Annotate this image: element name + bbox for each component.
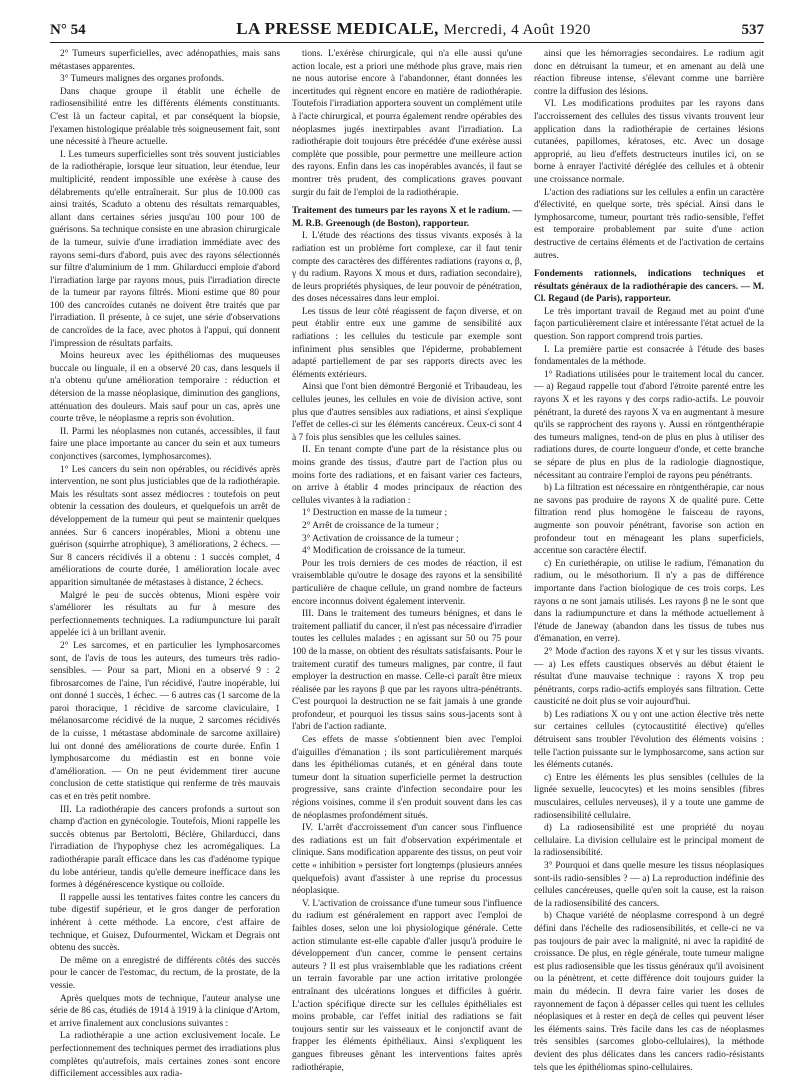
paragraph: Moins heureux avec les épithéliomas des muqueuses buccale ou linguale, il en a observé 20 cas, dans lesquels il n'a obtenu qu'une amélioration temporaire : réduction et détersion de la masse néoplasique, diminution des ganglions, atténuation des douleurs. Mais sauf pour un cas, après une courte trêve, le néoplasme a repris son évolution. <box>50 351 280 425</box>
paragraph: I. L'étude des réactions des tissus vivants exposés à la radiation est un problème fort complexe, car il faut tenir compte des caractères des différentes radiations (rayons α, β, γ du radium. Rayons X mous et durs, radiation secondaire), de leurs propriétés physiques, de leur pouvoir de pénétration, des doses nécessaires dans leur emploi. <box>292 231 522 305</box>
paragraph: Les tissus de leur côté réagissent de façon diverse, et on peut établir entre eux une gamme de sensibilité aux radiations : les cellules du testicule par exemple sont infiniment plus sensibles que l'épiderme, probablement adapté partiellement de par ses rapports directs avec les éléments extérieurs. <box>292 306 522 380</box>
journal-title: LA PRESSE MEDICALE, <box>236 19 439 38</box>
paragraph: 2° Les sarcomes, et en particulier les lymphosarcomes sont, de l'avis de tous les auteurs, des tumeurs très radio-sensibles. — Pour sa part, Mioni en a observé 9 : 2 fibrosarcomes de l'aine, l'un récidivé, l'autre inopérable, lui ont donné 1 succès, 1 échec. — 6 autres cas (1 sarcome de la paroi thoracique, 1 récidive de sarcome claviculaire, 1 mélanosarcome récidivé de la nuque, 2 sarcomes récidivés de la cuisse, 1 métastase abdominale de sarcome axillaire) lui ont donné des améliorations de courte durée. Enfin 1 lymphosarcome du médiastin est en bonne voie d'amélioration. — On ne peut évidemment tirer aucune conclusion de cette statistique qui renferme de très mauvais cas et en très petit nombre. <box>50 640 280 803</box>
paragraph: 2° Arrêt de croissance de la tumeur ; <box>302 520 439 531</box>
paragraph: I. Les tumeurs superficielles sont très souvent justiciables de la radiothérapie, lorsque leur situation, leur étendue, leur multiplicité, rendent impossible une exérèse à cause des délabrements qu'elle entraînerait. Sur plus de 10.000 cas ainsi traités, Scaduto a obtenu des résultats remarquables, allant dans certaines séries jusqu'au 100 pour 100 de guérisons. Sa technique consiste en une abrasion chirurgicale de la tumeur, suivie d'une irradiation immédiate avec des rayons semi-durs d'abord, puis avec des rayons sélectionnés sur filtre d'aluminium de 1 mm. Ghilarducci emploie d'abord l'irradiation large par rayons mous, puis l'irradiation directe de la tumeur par rayons filtrés. Mioni estime que 80 pour 100 des cancroïdes cutanés ne doivent être traités que par l'irradiation. Il présente, à ce sujet, une série d'observations de cancroïdes de la face, avec photos à l'appui, qui donnent l'impression de résultats parfaits. <box>50 149 280 349</box>
paragraph: Pour les trois derniers de ces modes de réaction, il est vraisemblable qu'outre le dosage des rayons et la sensibilité particulière de chaque cellule, un grand nombre de facteurs encore inconnus doivent également intervenir. <box>292 558 522 607</box>
paragraph: V. L'activation de croissance d'une tumeur sous l'influence du radium est généralement en rapport avec l'emploi de faibles doses, selon une loi physiologique générale. Cette action stimulante est-elle capable d'aller jusqu'à produire le développement d'un cancer, comme le pensent certains auteurs ? Il est plus vraisemblable que les radiations créent un terrain favorable par une action irritative prolongée entraînant des ulcérations longues et difficiles à guérir. L'action spécifique directe sur les cellules épithéliales est moins probable, car l'effet initial des radiations se fait toujours sentir sur les vaisseaux et le conjonctif avant de frapper les éléments épithéliaux. Ainsi s'expliquent les gangues fibreuses gênant les interventions faites après radiothérapie, <box>292 898 522 1073</box>
issue-number: N° 54 <box>50 22 86 38</box>
paragraph: Dans chaque groupe il établit une échelle de radiosensibilité entre les différents éléments constituants. C'est là un facteur capital, et par conséquent la biopsie, l'examen histologique préalable très soigneusement fait, sont une nécessité à l'heure actuelle. <box>50 86 280 148</box>
article-columns <box>50 48 764 1080</box>
paragraph: Le très important travail de Regaud met au point d'une façon particulièrement claire et intéressante l'état actuel de la question. Son rapport comprend trois parties. <box>534 306 764 343</box>
paragraph: Malgré le peu de succès obtenus, Mioni espère voir s'améliorer les résultats au fur à mesure des perfectionnements techniques. La radiumpuncture lui paraît appelée ici à un brillant avenir. <box>50 590 280 639</box>
paragraph: III. Dans le traitement des tumeurs bénignes, et dans le traitement palliatif du cancer, il n'est pas nécessaire d'irradier toutes les cellules malades ; en agissant sur 50 ou 75 pour 100 de la masse, on obtient des résultats satisfaisants. Pour le traitement curatif des tumeurs malignes, par contre, il faut employer la destruction en masse. Celle-ci paraît être mieux réalisée par les rayons β que par les rayons ultra-pénétrants. C'est pourquoi la destruction ne se fait jamais à une grande profondeur, et pourquoi les tissus sains sous-jacents sont à l'abri de l'action radiante. <box>292 609 522 733</box>
page-header <box>50 15 764 43</box>
paragraph: b) Les radiations X ou γ ont une action élective très nette sur certaines cellules (cytocaustitité élective) qu'elles détruisent sans troubler l'évolution des éléments voisins : telle l'action puissante sur le lymphosarcome, sans action sur les éléments cutanés. <box>534 709 764 771</box>
paragraph: L'action des radiations sur les cellules a enfin un caractère d'électivité, en quelque sorte, très spécial. Ainsi dans le lymphosarcome, tumeur, pourtant très radio-sensible, l'effet est temporaire probablement par suite d'une action destructive de certains éléments et de l'activation de certains autres. <box>534 187 764 261</box>
paragraph: II. Parmi les néoplasmes non cutanés, accessibles, il faut faire une place importante au cancer du sein et aux tumeurs conjonctives (sarcomes, lymphosarcomes). <box>50 426 280 462</box>
masthead <box>236 19 591 39</box>
paragraph: b) La filtration est nécessaire en röntgenthérapie, car nous ne savons pas produire de rayons X de qualité pure. Cette filtration rend plus homogène le faisceau de rayons, augmente son pouvoir pénétrant, favorise son action en profondeur tout en ménageant les plans superficiels, accentue son caractère électif. <box>534 483 764 557</box>
paragraph: 1° Les cancers du sein non opérables, ou récidivés après intervention, ne sont plus justiciables que de la radiothérapie. Mais les résultats sont assez médiocres : toutefois on peut obtenir la cessation des douleurs, et quelquefois un arrêt de développement de la tumeur qui peut se maintenir quelques années. Sur 6 cancers inopérables, Mioni a obtenu une guérison (squirrhe atrophique), 3 améliorations, 2 échecs. — Sur 8 cancers récidivés il a obtenu : 1 succès complet, 4 améliorations de courte durée, 1 amélioration locale avec apparition simultanée de métastases à distance, 2 échecs. <box>50 464 280 588</box>
column-middle <box>292 48 522 1074</box>
page-number: 537 <box>741 22 764 38</box>
paragraph: c) En curiethérapie, on utilise le radium, l'émanation du radium, ou le mésothorium. Il n'y a pas de différence importante dans l'action biologique de ces trois corps. Les rayons α ne sont jamais utilisés. Les rayons β ne le sont que dans la radiumpuncture et dans la méthode actuellement à l'étude de Janeway (abandon dans les tissus de tubes nus d'émanation, en verre). <box>534 558 764 645</box>
paragraph: II. En tenant compte d'une part de la résistance plus ou moins grande des tissus, d'autre part de l'action plus ou moins forte des radiations, et en faisant varier ces facteurs, on arrive à établir 4 modes principaux de réaction des cellules vivantes à la radiation : <box>292 445 522 506</box>
paragraph: Après quelques mots de technique, l'auteur analyse une série de 86 cas, étudiés de 1914 à 1919 à la clinique d'Artom, et arrive finalement aux conclusions suivantes : <box>50 993 280 1029</box>
paragraph: 2° Mode d'action des rayons X et γ sur les tissus vivants. — a) Les effets caustiques observés au début étaient le résultat d'une mauvaise technique : rayons X trop peu pénétrants, corps radio-actifs employés sans filtration. Cette causticité ne doit plus se voir aujourd'hui. <box>534 646 764 708</box>
paragraph: d) La radiosensibilité est une propriété du noyau cellulaire. La division cellulaire est le principal moment de la radiosensibilité. <box>534 823 764 859</box>
paragraph: 3° Activation de croissance de la tumeur ; <box>302 533 459 544</box>
paragraph: 1° Destruction en masse de la tumeur ; <box>302 508 448 519</box>
paragraph: 3° Tumeurs malignes des organes profonds. <box>60 74 224 85</box>
paragraph: 2° Tumeurs superficielles, avec adénopathies, mais sans métastases apparentes. <box>50 49 280 72</box>
paragraph: IV. L'arrêt d'accroissement d'un cancer sous l'influence des radiations est un fait d'observation expérimentale et clinique. Sans modification apparente des tissus, on peut voir cette « inhibition » persister fort longtemps (plusieurs années quelquefois) avant d'assister à une reprise du processus néoplasique. <box>292 823 522 897</box>
paragraph: tions. L'exérèse chirurgicale, qui n'a elle aussi qu'une action locale, est a priori une méthode plus grave, mais rien ne nous autorise encore à l'abandonner, étant données les incertitudes qui règnent encore en matière de radiothérapie. Toutefois l'irradiation apportera souvent un complément utile à l'acte chirurgical, et pourra également rendre opérables des néoplasmes jugés inextirpables avant l'irradiation. La radiothérapie doit toujours être précédée d'une exérèse aussi complète que possible, pour permettre une meilleure action des rayons. Enfin dans les cas inopérables avancés, il faut se montrer très prudent, des complications graves pouvant surgir du fait de l'emploi de la radiothérapie. <box>292 49 522 198</box>
section-heading-regaud: Fondements rationnels, indications techniques et résultats généraux de la radiothérapie des cancers. — M. Cl. Regaud (de Paris), rapporteur. <box>534 269 764 305</box>
column-left <box>50 48 280 1080</box>
issue-date: Mercredi, 4 Août 1920 <box>443 22 591 38</box>
paragraph: Ces effets de masse s'obtiennent bien avec l'emploi d'aiguilles d'émanation ; ils sont particulièrement marqués dans les épithéliomas cutanés, et en général dans toute tumeur dont la situation superficielle permet la destruction progressive, sans crainte d'infection secondaire pour les régions voisines, comme il s'en produit souvent dans les cas de néoplasmes profondément situés. <box>292 735 522 821</box>
paragraph: b) Chaque variété de néoplasme correspond à un degré défini dans l'échelle des radiosensibilités, et celle-ci ne va pas toujours de pair avec la malignité, ni avec la rapidité de croissance. De plus, en règle générale, toute tumeur maligne est plus radiosensible que les tissus généraux qu'il avoisinent ou la pénètrent, et cette différence doit toujours guider la main du médecin. Il devra faire varier les doses de rayonnement de façon à dépasser celles qui tuent les cellules néoplasiques et à rester en deçà de celles qui peuvent léser les éléments sains. Très facile dans les cas de néoplasmes très sensibles (sarcomes globo-cellulaires), la méthode devient des plus délicates dans les cancers radio-résistants tels que les épithéliomas spino-cellulaires. <box>534 911 764 1073</box>
paragraph: Ainsi que l'ont bien démontré Bergonié et Tribaudeau, les cellules jeunes, les cellules en voie de division active, sont plus que d'autres sensibles aux radiations, et ainsi s'explique l'effet de celles-ci sur les éléments cancéreux. Ceux-ci sont 4 à 7 fois plus sensibles que les cellules saines. <box>292 382 522 443</box>
paragraph: ainsi que les hémorragies secondaires. Le radium agit donc en détruisant la tumeur, et en amenant au delà une réaction fibreuse intense, s'élevant comme une barrière contre la diffusion des lésions. <box>534 49 764 97</box>
paragraph: III. La radiothérapie des cancers profonds a surtout son champ d'action en gynécologie. Toutefois, Mioni rappelle les succès obtenus par Bertolotti, Béclère, Ghilarducci, dans l'irradiation de l'hypophyse chez les acromégaliques. La radiothérapie paraît efficace dans les cas d'adénome typique du lobe antérieur, tandis qu'elle demeure inefficace dans les formes à dégénérescence kystique ou colloïde. <box>50 804 280 891</box>
column-right <box>534 48 764 1074</box>
paragraph: La radiothérapie a une action exclusivement locale. Le perfectionnement des techniques permet des irradiations plus complètes qu'autrefois, mais certaines zones sont encore difficilement accessibles aux radia- <box>50 1031 280 1080</box>
paragraph: VI. Les modifications produites par les rayons dans l'accroissement des cellules des tissus vivants trouvent leur application dans la radiothérapie de certaines lésions cutanées, papillomes, kératoses, etc. Avec un dosage approprié, au lieu d'effets destructeurs inutiles ici, on se borne à enrayer l'activité déréglée des cellules et à obtenir une croissance normale. <box>534 99 764 185</box>
paragraph: 1° Radiations utilisées pour le traitement local du cancer. — a) Regaud rappelle tout d'abord l'étroite parenté entre les rayons X et les rayons γ des corps radio-actifs. Le pouvoir pénétrant, la dureté des rayons X va en augmentant à mesure qu'ils se rapprochent des rayons γ. Aussi en röntgenthérapie des tumeurs malignes, tend-on de plus en plus à utiliser des radiations dures, de courte longueur d'onde, et cette branche se sépare de plus en plus de la radiologie diagnostique, nécessitant au contraire l'emploi de rayons peu pénétrants. <box>534 369 764 481</box>
paragraph: Il rappelle aussi les tentatives faites contre les cancers du tube digestif supérieur, et le gros danger de perforation inhérent à cette méthode. La encore, c'est affaire de technique, et Guisez, Dufourmentel, Wickam et Degrais ont obtenu des succès. <box>50 892 280 954</box>
paragraph: 4° Modification de croissance de la tumeur. <box>302 546 466 557</box>
section-heading-greenough: Traitement des tumeurs par les rayons X et le radium. — M. R.B. Greenough (de Boston), rapporteur. <box>292 206 522 229</box>
paragraph: I. La première partie est consacrée à l'étude des bases fondamentales de la méthode. <box>534 344 764 368</box>
paragraph: c) Entre les éléments les plus sensibles (cellules de la lignée sexuelle, leucocytes) et les moins sensibles (fibres musculaires, cellules nerveuses), il y a toute une gamme de radiosensibilité cellulaire. <box>534 772 764 821</box>
paragraph: De même on a enregistré de différents côtés des succès pour le cancer de l'estomac, du rectum, de la prostate, de la vessie. <box>50 955 280 991</box>
paragraph: 3° Pourquoi et dans quelle mesure les tissus néoplasiques sont-ils radio-sensibles ? — a) La reproduction indéfinie des cellules cancéreuses, quelle qu'en soit la cause, est la raison de la radiosensibilité des cancers. <box>534 861 764 909</box>
